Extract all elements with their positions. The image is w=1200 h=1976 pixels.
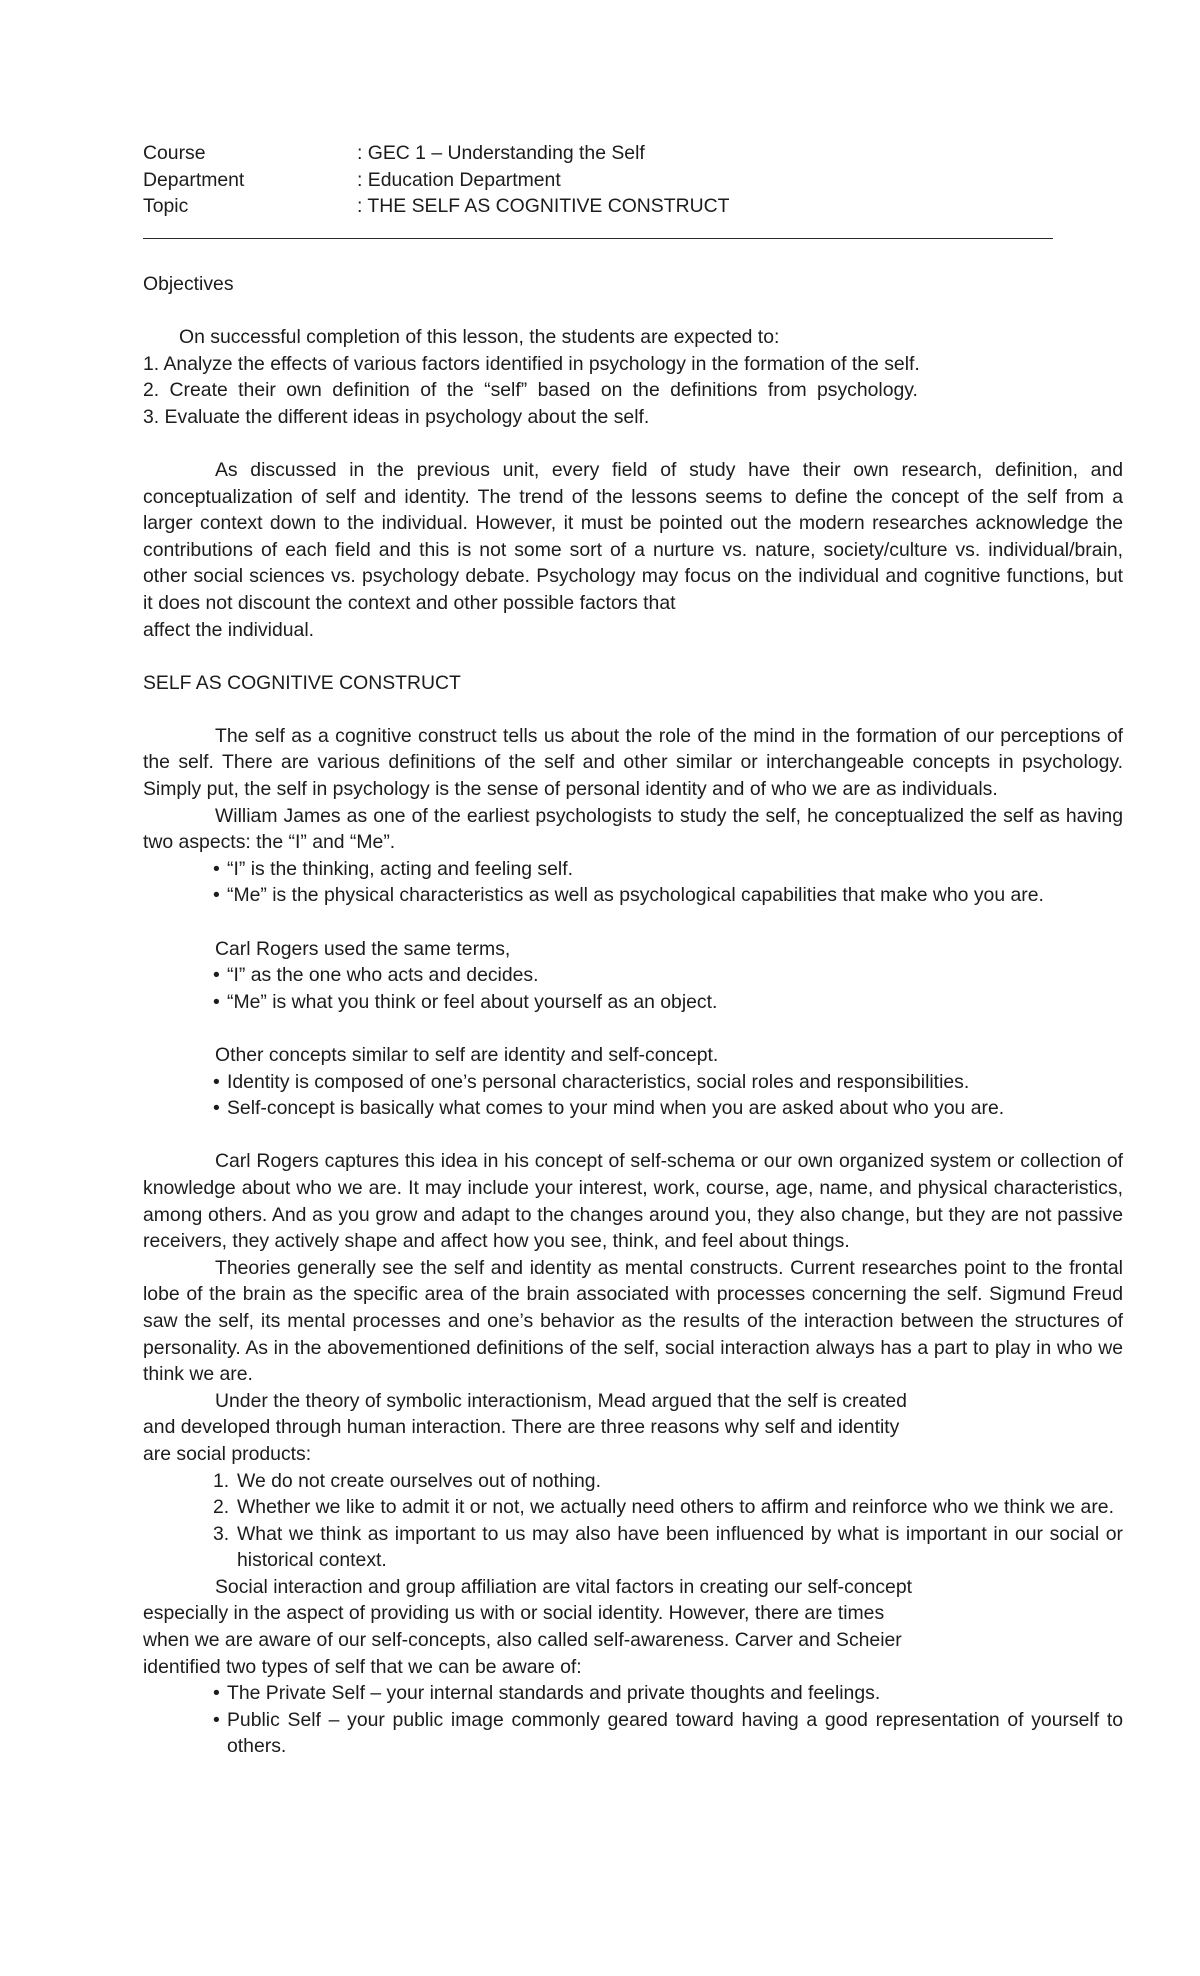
paragraph-line: are social products:: [143, 1442, 312, 1465]
list-item: 2. Whether we like to admit it or not, we actually need others to affirm and reinforce who we think we are.: [143, 1494, 1123, 1521]
mead-paragraph: [143, 1388, 1123, 1468]
section-title: SELF AS COGNITIVE CONSTRUCT: [143, 671, 461, 694]
list-item: • The Private Self – your internal standards and private thoughts and feelings.: [143, 1680, 1123, 1707]
paragraph-line: when we are aware of our self-concepts, also called self-awareness. Carver and Scheier: [143, 1629, 902, 1652]
bullet-icon: •: [213, 990, 220, 1013]
other-concepts-bullets: [143, 1069, 1123, 1122]
header-label: Topic: [143, 195, 189, 218]
bullet-icon: •: [213, 1097, 220, 1120]
self-types-bullets: [143, 1680, 1123, 1760]
paragraph-line: Under the theory of symbolic interactionism, Mead argued that the self is created: [215, 1389, 907, 1412]
list-item: • “Me” is the physical characteristics as well as psychological capabilities that make who you are.: [143, 882, 1123, 909]
header-value: : GEC 1 – Understanding the Self: [357, 142, 645, 164]
reasons-list: [143, 1468, 1123, 1574]
list-item: • “I” as the one who acts and decides.: [143, 962, 1123, 989]
bullet-icon: •: [213, 1682, 220, 1705]
section-paragraph: Carl Rogers captures this idea in his concept of self-schema or our own organized system or collection of knowledge about who we are. It may include your interest, work, course, age, name, and physical characteristics, among others. And as you grow and adapt to the changes around you, they also change, but they are not passive receivers, they actively shape and affect how you see, think, and feel about things.: [143, 1150, 1123, 1253]
bullet-icon: •: [213, 1070, 220, 1093]
list-item: • Public Self – your public image commonly geared toward having a good representation of yourself to others.: [143, 1707, 1123, 1760]
objectives-intro: On successful completion of this lesson, the students are expected to:: [179, 325, 780, 348]
list-number: 2.: [213, 1496, 230, 1519]
document-page: [143, 140, 1123, 1760]
header-row-department: [143, 167, 1123, 194]
header-row-topic: [143, 193, 1123, 220]
header-value: : THE SELF AS COGNITIVE CONSTRUCT: [357, 195, 730, 218]
paragraph-line: and developed through human interaction. There are three reasons why self and identity: [143, 1416, 900, 1439]
bullet-icon: •: [213, 964, 220, 987]
objectives-heading: Objectives: [143, 272, 234, 295]
intro-paragraph-tail: affect the individual.: [143, 618, 315, 641]
section-paragraph: William James as one of the earliest psychologists to study the self, he conceptualized the self as having two aspects: the “I” and “Me”.: [143, 804, 1123, 854]
header-label: Department: [143, 168, 245, 191]
rogers-bullets: [143, 962, 1123, 1015]
intro-paragraph: As discussed in the previous unit, every field of study have their own research, definition, and conceptualization of self and identity. The trend of the lessons seems to define the concept of the self from a larger context down to the individual. However, it must be pointed out the modern researches acknowledge the contributions of each field and this is not some sort of a nurture vs. nature, society/culture vs. individual/brain, other social sciences vs. psychology debate. Psychology may focus on the individual and cognitive functions, but it does not discount the context and other possible factors that: [143, 458, 1123, 614]
list-number: 3.: [213, 1522, 230, 1545]
list-item: 3. What we think as important to us may also have been influenced by what is important in our social or historical context.: [143, 1521, 1123, 1574]
header-divider: [143, 238, 1053, 239]
paragraph-line: especially in the aspect of providing us with or social identity. However, there are times: [143, 1602, 885, 1625]
list-item: • “I” is the thinking, acting and feeling self.: [143, 856, 1123, 883]
header-row-course: [143, 140, 1123, 167]
bullet-icon: •: [213, 884, 220, 907]
list-item: 1. We do not create ourselves out of nothing.: [143, 1468, 1123, 1495]
list-item: • Identity is composed of one’s personal characteristics, social roles and responsibilities.: [143, 1069, 1123, 1096]
bullet-icon: •: [213, 857, 220, 880]
objective-item: 1. Analyze the effects of various factors identified in psychology in the formation of the self.: [143, 352, 920, 375]
list-item: • “Me” is what you think or feel about yourself as an object.: [143, 989, 1123, 1016]
objective-item: 3. Evaluate the different ideas in psychology about the self.: [143, 405, 650, 428]
section-paragraph: Theories generally see the self and identity as mental constructs. Current researches point to the frontal lobe of the brain as the specific area of the brain associated with processes concerning the self. Sigmund Freud saw the self, its mental processes and one’s behavior as the results of the interaction between the structures of personality. As in the abovementioned definitions of the self, social interaction always has a part to play in who we think we are.: [143, 1256, 1123, 1386]
objective-item: 2. Create their own definition of the “self” based on the definitions from psychology.: [143, 379, 918, 402]
list-number: 1.: [213, 1469, 230, 1492]
paragraph-line: identified two types of self that we can be aware of:: [143, 1655, 582, 1678]
bullet-icon: •: [213, 1708, 220, 1731]
carver-scheier-paragraph: [143, 1574, 1123, 1680]
list-item: • Self-concept is basically what comes to your mind when you are asked about who you are.: [143, 1095, 1123, 1122]
other-concepts-intro: Other concepts similar to self are identity and self-concept.: [215, 1044, 719, 1066]
header-value: : Education Department: [357, 168, 561, 191]
header-block: [143, 140, 1123, 220]
section-paragraph: The self as a cognitive construct tells us about the role of the mind in the formation of our perceptions of the self. There are various definitions of the self and other similar or interchangeable concepts in psychology. Simply put, the self in psychology is the sense of personal identity and of who we are as individuals.: [143, 724, 1123, 801]
paragraph-line: Social interaction and group affiliation are vital factors in creating our self-concept: [215, 1575, 913, 1598]
james-bullets: [143, 856, 1123, 909]
header-label: Course: [143, 142, 206, 164]
rogers-intro: Carl Rogers used the same terms,: [215, 937, 511, 960]
